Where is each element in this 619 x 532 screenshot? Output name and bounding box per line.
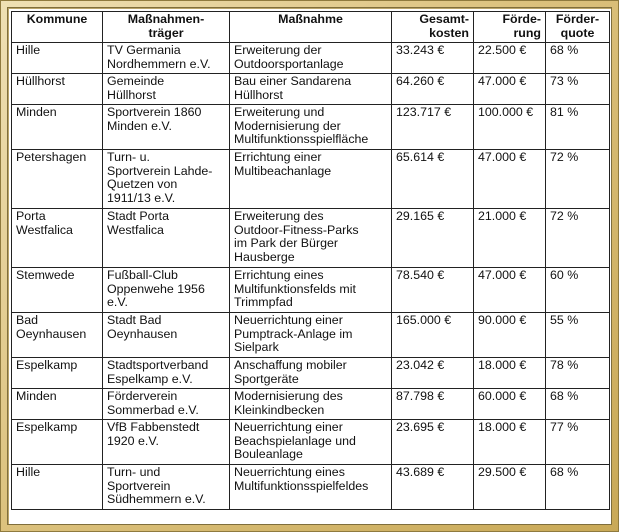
cell-traeger: Fußball-Club Oppenwehe 1956 e.V. bbox=[103, 268, 230, 313]
cell-kommune: Hille bbox=[12, 43, 103, 74]
cell-foerderung: 100.000 € bbox=[474, 105, 546, 150]
cell-foerderquote: 73 % bbox=[546, 74, 610, 105]
cell-massnahme: Anschaffung mobiler Sportgeräte bbox=[230, 358, 392, 389]
table-row bbox=[12, 150, 610, 209]
header-foerderquote: Förder- quote bbox=[546, 12, 610, 43]
cell-foerderquote: 68 % bbox=[546, 465, 610, 510]
cell-foerderquote: 68 % bbox=[546, 43, 610, 74]
cell-gesamtkosten: 29.165 € bbox=[392, 209, 474, 268]
cell-gesamtkosten: 65.614 € bbox=[392, 150, 474, 209]
cell-foerderquote: 77 % bbox=[546, 420, 610, 465]
table-row bbox=[12, 358, 610, 389]
cell-massnahme: Neuerrichtung einer Beachspielanlage und Bouleanlage bbox=[230, 420, 392, 465]
table-row bbox=[12, 465, 610, 510]
cell-massnahme: Errichtung einer Multibeachanlage bbox=[230, 150, 392, 209]
cell-kommune: Stemwede bbox=[12, 268, 103, 313]
cell-massnahme: Errichtung eines Multifunktionsfelds mit Trimmpfad bbox=[230, 268, 392, 313]
cell-massnahme: Erweiterung der Outdoorsportanlage bbox=[230, 43, 392, 74]
cell-traeger: Förderverein Sommerbad e.V. bbox=[103, 389, 230, 420]
cell-traeger: Stadt Porta Westfalica bbox=[103, 209, 230, 268]
cell-foerderung: 47.000 € bbox=[474, 268, 546, 313]
cell-traeger: Gemeinde Hüllhorst bbox=[103, 74, 230, 105]
cell-kommune: Petershagen bbox=[12, 150, 103, 209]
cell-kommune: Espelkamp bbox=[12, 358, 103, 389]
table-header bbox=[12, 12, 610, 43]
cell-traeger: Turn- und Sportverein Südhemmern e.V. bbox=[103, 465, 230, 510]
cell-kommune: Bad Oeynhausen bbox=[12, 313, 103, 358]
cell-massnahme: Erweiterung des Outdoor-Fitness-Parks im Park der Bürger Hausberge bbox=[230, 209, 392, 268]
funding-table bbox=[11, 11, 610, 510]
cell-foerderung: 22.500 € bbox=[474, 43, 546, 74]
cell-foerderung: 18.000 € bbox=[474, 420, 546, 465]
cell-massnahme: Neuerrichtung eines Multifunktionsspielfeldes bbox=[230, 465, 392, 510]
cell-traeger: Stadt Bad Oeynhausen bbox=[103, 313, 230, 358]
cell-traeger: TV Germania Nordhemmern e.V. bbox=[103, 43, 230, 74]
cell-massnahme: Erweiterung und Modernisierung der Multifunktionsspielfläche bbox=[230, 105, 392, 150]
cell-gesamtkosten: 33.243 € bbox=[392, 43, 474, 74]
table-row bbox=[12, 43, 610, 74]
cell-gesamtkosten: 78.540 € bbox=[392, 268, 474, 313]
cell-gesamtkosten: 87.798 € bbox=[392, 389, 474, 420]
cell-foerderung: 60.000 € bbox=[474, 389, 546, 420]
cell-foerderquote: 72 % bbox=[546, 209, 610, 268]
table-row bbox=[12, 389, 610, 420]
cell-foerderung: 90.000 € bbox=[474, 313, 546, 358]
cell-gesamtkosten: 165.000 € bbox=[392, 313, 474, 358]
cell-gesamtkosten: 43.689 € bbox=[392, 465, 474, 510]
table-row bbox=[12, 268, 610, 313]
cell-traeger: Stadtsportverband Espelkamp e.V. bbox=[103, 358, 230, 389]
cell-gesamtkosten: 123.717 € bbox=[392, 105, 474, 150]
cell-kommune: Hüllhorst bbox=[12, 74, 103, 105]
cell-foerderquote: 78 % bbox=[546, 358, 610, 389]
cell-foerderquote: 55 % bbox=[546, 313, 610, 358]
table-body bbox=[12, 43, 610, 510]
table-row bbox=[12, 105, 610, 150]
cell-massnahme: Bau einer Sandarena Hüllhorst bbox=[230, 74, 392, 105]
cell-gesamtkosten: 23.695 € bbox=[392, 420, 474, 465]
header-foerderung: Förde- rung bbox=[474, 12, 546, 43]
table-row bbox=[12, 209, 610, 268]
table-row bbox=[12, 313, 610, 358]
cell-gesamtkosten: 64.260 € bbox=[392, 74, 474, 105]
header-traeger: Maßnahmen- träger bbox=[103, 12, 230, 43]
cell-foerderquote: 68 % bbox=[546, 389, 610, 420]
header-row bbox=[12, 12, 610, 43]
cell-foerderung: 47.000 € bbox=[474, 150, 546, 209]
table-row bbox=[12, 420, 610, 465]
cell-foerderquote: 60 % bbox=[546, 268, 610, 313]
header-gesamtkosten: Gesamt- kosten bbox=[392, 12, 474, 43]
cell-foerderung: 21.000 € bbox=[474, 209, 546, 268]
cell-foerderung: 18.000 € bbox=[474, 358, 546, 389]
cell-kommune: Minden bbox=[12, 389, 103, 420]
cell-traeger: Turn- u. Sportverein Lahde- Quetzen von 1911/13 e.V. bbox=[103, 150, 230, 209]
cell-foerderquote: 81 % bbox=[546, 105, 610, 150]
cell-traeger: Sportverein 1860 Minden e.V. bbox=[103, 105, 230, 150]
cell-massnahme: Neuerrichtung einer Pumptrack-Anlage im Sielpark bbox=[230, 313, 392, 358]
table-panel bbox=[7, 7, 612, 525]
cell-massnahme: Modernisierung des Kleinkindbecken bbox=[230, 389, 392, 420]
cell-kommune: Hille bbox=[12, 465, 103, 510]
cell-kommune: Minden bbox=[12, 105, 103, 150]
cell-kommune: Porta Westfalica bbox=[12, 209, 103, 268]
cell-foerderung: 47.000 € bbox=[474, 74, 546, 105]
cell-foerderung: 29.500 € bbox=[474, 465, 546, 510]
cell-gesamtkosten: 23.042 € bbox=[392, 358, 474, 389]
cell-foerderquote: 72 % bbox=[546, 150, 610, 209]
header-kommune: Kommune bbox=[12, 12, 103, 43]
table-row bbox=[12, 74, 610, 105]
header-massnahme: Maßnahme bbox=[230, 12, 392, 43]
cell-kommune: Espelkamp bbox=[12, 420, 103, 465]
cell-traeger: VfB Fabbenstedt 1920 e.V. bbox=[103, 420, 230, 465]
